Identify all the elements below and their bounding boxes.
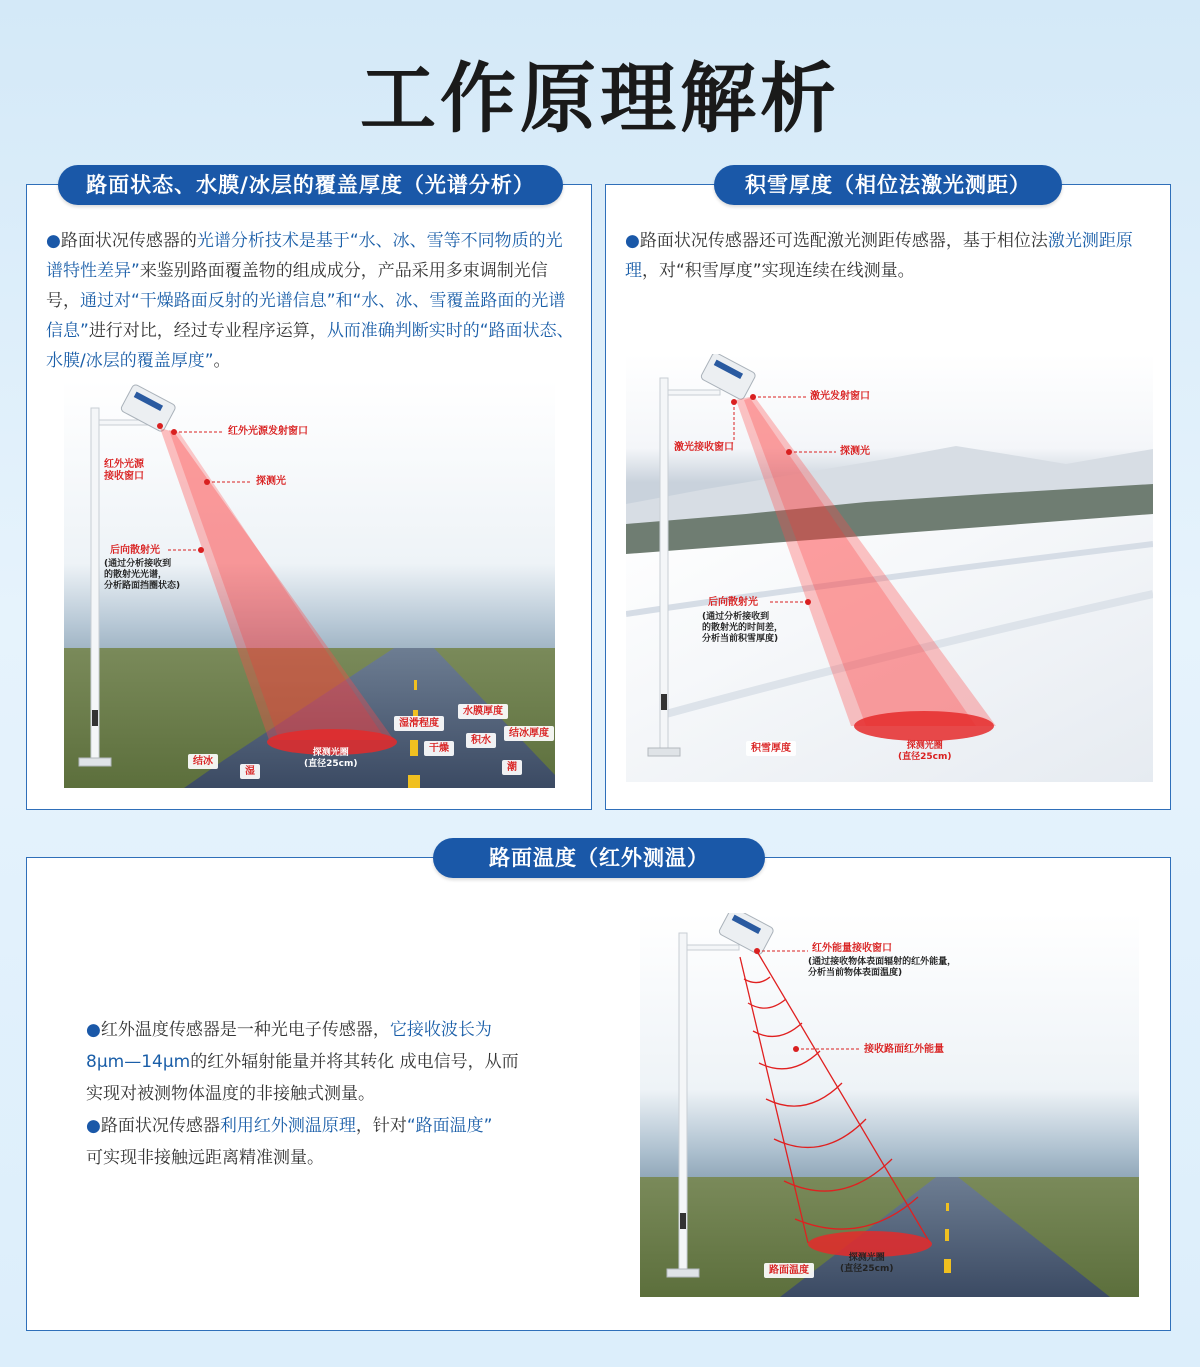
bullet-icon: ●	[46, 231, 61, 251]
probe-spot-label: 探测光圈 (直径25cm)	[840, 1253, 894, 1274]
laser-receive-window-label: 激光接收窗口	[674, 442, 734, 453]
ir-receive-window-label: 红外光源 接收窗口	[104, 459, 144, 482]
spectral-header: 路面状态、水膜/冰层的覆盖厚度（光谱分析）	[58, 165, 563, 205]
snow-depth-tag: 积雪厚度	[746, 741, 796, 756]
snow-scene-graphic	[626, 354, 1153, 782]
dry-tag: 干燥	[424, 741, 454, 756]
road-temp-header: 路面温度（红外测温）	[433, 838, 765, 878]
road-temp-description: ●红外温度传感器是一种光电子传感器，它接收波长为8μm—14μm的红外辐射能量并将其转化 成电信号，从而实现对被测物体温度的非接触式测量。 ●路面状况传感器利用红外测温原理，针对“路面温度” 可实现非接触远距离精准测量。	[86, 1020, 519, 1168]
slippery-tag: 湿滑程度	[394, 716, 444, 731]
bullet-icon: ●	[86, 1116, 101, 1136]
road-temp-tag: 路面温度	[764, 1263, 814, 1278]
ice-thickness-tag: 结冰厚度	[504, 726, 554, 741]
ir-energy-window-label: 红外能量接收窗口	[812, 943, 892, 954]
probe-light-label: 探测光	[840, 446, 870, 457]
laser-emit-window-label: 激光发射窗口	[810, 391, 870, 402]
icy-tag: 结冰	[188, 754, 218, 769]
standing-water-tag: 积水	[466, 733, 496, 748]
bullet-icon: ●	[86, 1020, 101, 1040]
backscatter-note: (通过分析接收到 的散射光光谱， 分析路面挡圈状态)	[104, 559, 181, 591]
wet-tag: 湿	[240, 764, 260, 779]
snow-depth-header: 积雪厚度（相位法激光测距）	[714, 165, 1062, 205]
backscatter-label: 后向散射光	[708, 597, 758, 608]
ir-energy-note: (通过接收物体表面辐射的红外能量， 分析当前物体表面温度)	[808, 957, 957, 978]
snow-illustration	[626, 354, 1153, 782]
ir-energy-label: 接收路面红外能量	[864, 1044, 944, 1055]
backscatter-label: 后向散射光	[110, 545, 160, 556]
backscatter-note: (通过分析接收到 的散射光的时间差， 分析当前积雪厚度)	[702, 612, 784, 644]
page-title: 工作原理解析	[360, 54, 840, 143]
damp-tag: 潮	[502, 760, 522, 775]
spectral-illustration	[64, 380, 555, 788]
ir-emit-window-label: 红外光源发射窗口	[228, 426, 308, 437]
water-film-tag: 水膜厚度	[458, 704, 508, 719]
road-temp-illustration	[640, 913, 1139, 1297]
probe-spot-label: 探测光圈 (直径25cm)	[304, 748, 358, 769]
spectral-description: ●路面状况传感器的光谱分析技术是基于“水、冰、雪等不同物质的光谱特性差异”来鉴别路面覆盖物的组成成分，产品采用多束调制光信号，通过对“干燥路面反射的光谱信息”和“水、冰、雪覆盖路面的光谱信息”进行对比，经过专业程序运算，从而准确判断实时的“路面状态、水膜/冰层的覆盖厚度”。	[46, 231, 574, 371]
probe-light-label: 探测光	[256, 476, 286, 487]
bullet-icon: ●	[625, 231, 640, 251]
probe-spot-label: 探测光圈 (直径25cm)	[898, 741, 952, 762]
snow-depth-description: ●路面状况传感器还可选配激光测距传感器，基于相位法激光测距原理，对“积雪厚度”实现连续在线测量。	[625, 231, 1133, 281]
